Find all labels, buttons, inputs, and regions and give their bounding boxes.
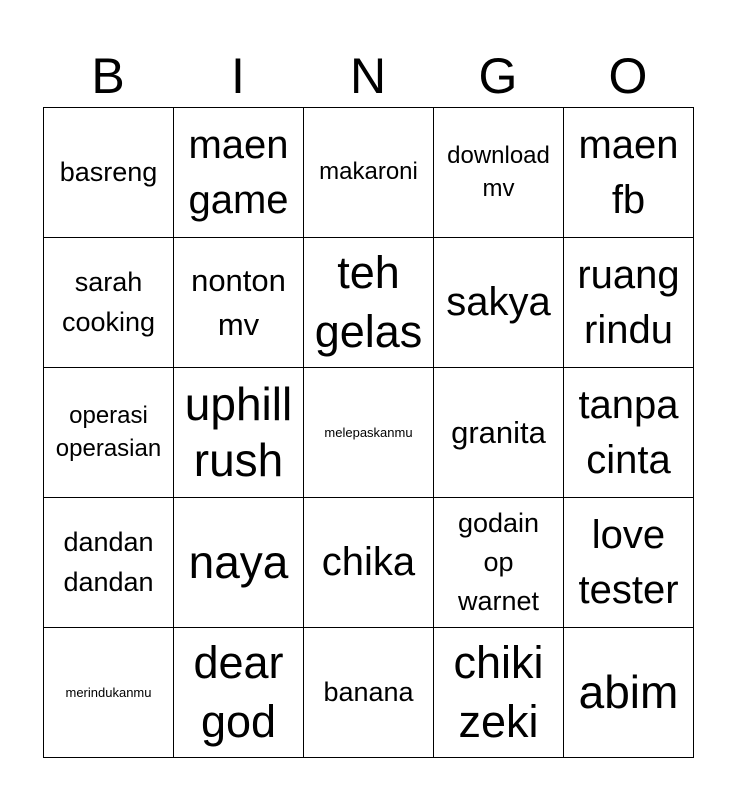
bingo-cell-r4-c1[interactable] [44, 498, 174, 628]
bingo-cell-r2-c1[interactable] [44, 238, 174, 368]
header-letter-o: O [608, 48, 648, 104]
cell-text: teh gelas [314, 247, 423, 357]
bingo-cell-r1-c1[interactable] [44, 108, 174, 238]
cell-text: granita [451, 414, 546, 450]
cell-text: makaroni [319, 158, 418, 186]
header-letter-g: G [478, 48, 518, 104]
cell-text: naya [188, 535, 289, 588]
bingo-cell-r3-c3[interactable] [304, 368, 434, 498]
bingo-cell-r4-c4[interactable] [434, 498, 564, 628]
cell-text: download mv [447, 142, 550, 202]
cell-text: love tester [578, 512, 679, 612]
cell-text: godain op warnet [457, 507, 540, 617]
cell-text: basreng [59, 156, 158, 187]
bingo-cell-r3-c1[interactable] [44, 368, 174, 498]
cell-text: maen game [188, 122, 289, 222]
header-letter-b: B [91, 48, 125, 104]
bingo-cell-r1-c2[interactable] [174, 108, 304, 238]
cell-text: nonton mv [191, 263, 286, 342]
cell-text: banana [323, 676, 414, 707]
cell-text: maen fb [578, 122, 679, 222]
bingo-cell-r2-c5[interactable] [564, 238, 694, 368]
bingo-cell-r5-c1[interactable] [44, 628, 174, 758]
cell-text: uphill rush [184, 378, 293, 486]
bingo-cell-r5-c4[interactable] [434, 628, 564, 758]
cell-text: melepaskanmu [324, 424, 413, 440]
cell-text: ruang rindu [577, 252, 680, 352]
header-letter-n: N [349, 48, 387, 104]
bingo-cell-r2-c4[interactable] [434, 238, 564, 368]
bingo-cell-r2-c3[interactable] [304, 238, 434, 368]
cell-text: dear god [193, 637, 284, 747]
bingo-cell-r1-c4[interactable] [434, 108, 564, 238]
bingo-cell-r4-c5[interactable] [564, 498, 694, 628]
cell-text: sarah cooking [61, 267, 156, 337]
bingo-cell-r3-c2[interactable] [174, 368, 304, 498]
cell-text: merindukanmu [65, 684, 152, 700]
cell-text: operasi operasian [55, 402, 162, 462]
bingo-cell-r2-c2[interactable] [174, 238, 304, 368]
header-letter-i: I [231, 48, 245, 104]
bingo-cell-r5-c3[interactable] [304, 628, 434, 758]
bingo-header [43, 44, 693, 108]
bingo-cell-r3-c5[interactable] [564, 368, 694, 498]
bingo-cell-r5-c5[interactable] [564, 628, 694, 758]
bingo-cell-r3-c4[interactable] [434, 368, 564, 498]
bingo-cell-r4-c3[interactable] [304, 498, 434, 628]
cell-text: sakya [446, 280, 551, 325]
bingo-board [43, 107, 694, 758]
cell-text: chika [321, 540, 416, 585]
cell-text: tanpa cinta [578, 382, 679, 482]
bingo-cell-r1-c5[interactable] [564, 108, 694, 238]
cell-text: abim [578, 665, 679, 718]
bingo-cell-r4-c2[interactable] [174, 498, 304, 628]
cell-text: chiki zeki [453, 637, 544, 747]
bingo-cell-r5-c2[interactable] [174, 628, 304, 758]
cell-text: dandan dandan [63, 527, 154, 597]
bingo-cell-r1-c3[interactable] [304, 108, 434, 238]
